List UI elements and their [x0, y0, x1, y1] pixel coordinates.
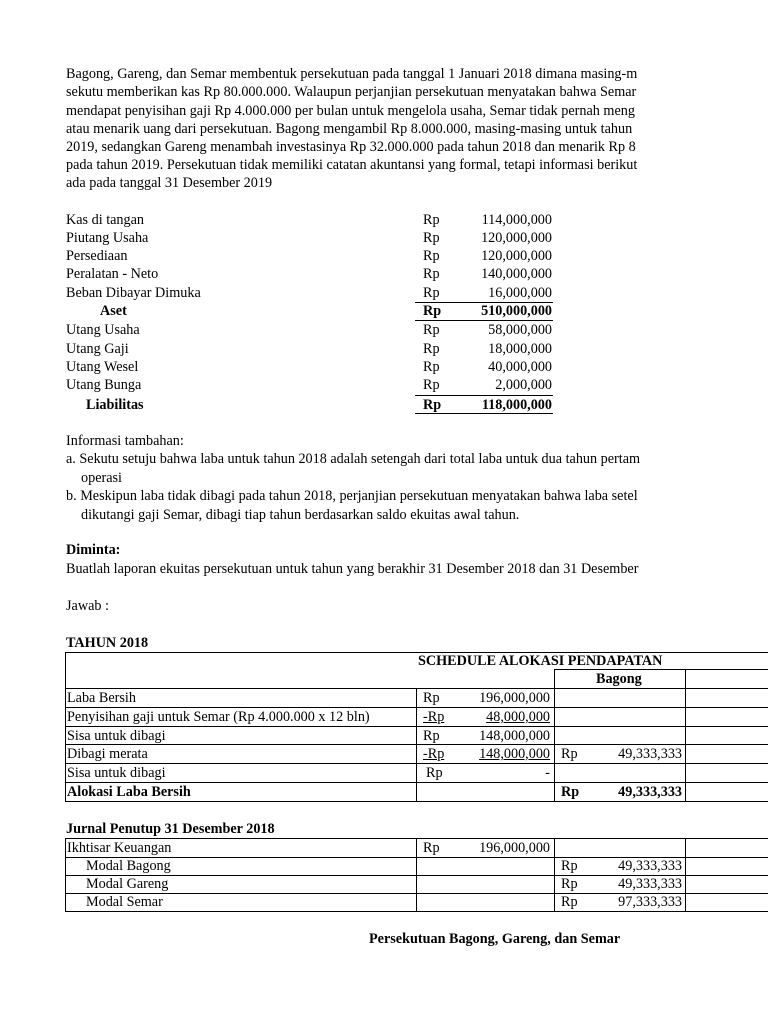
currency-label: Rp — [423, 728, 440, 744]
intro-line: Bagong, Gareng, dan Semar membentuk persekutuan pada tanggal 1 Januari 2018 dimana masing-m — [66, 66, 638, 82]
balance-amount: 16,000,000 — [488, 285, 552, 301]
journal-account: Ikhtisar Keuangan — [67, 840, 172, 856]
journal-account: Modal Bagong — [86, 858, 171, 874]
schedule-row-label: Sisa untuk dibagi — [67, 728, 166, 744]
intro-line: pada tahun 2019. Persekutuan tidak memiliki catatan akuntansi yang formal, tetapi informasi berikut — [66, 157, 638, 173]
currency-label: Rp — [561, 858, 578, 874]
currency-label: Rp — [423, 322, 440, 338]
currency-label: Rp — [423, 212, 440, 228]
currency-label: Rp — [561, 894, 578, 910]
year-heading: TAHUN 2018 — [66, 635, 149, 651]
schedule-amount: 148,000,000 — [479, 728, 550, 744]
balance-row — [66, 265, 556, 283]
currency-label: Rp — [423, 690, 440, 706]
balance-label: Beban Dibayar Dimuka — [66, 285, 201, 301]
currency-label: Rp — [561, 876, 578, 892]
balance-label: Utang Wesel — [66, 359, 139, 375]
schedule-amount: 148,000,000 — [479, 746, 550, 762]
total-rule — [415, 413, 553, 414]
credit-amount: 49,333,333 — [618, 858, 682, 874]
table-border — [416, 688, 417, 801]
table-border — [416, 838, 417, 911]
info-item-a-cont: operasi — [81, 470, 122, 486]
balance-amount: 2,000,000 — [495, 377, 552, 393]
intro-line: mendapat penyisihan gaji Rp 4.000.000 per bulan untuk mengelola usaha, Semar tidak pernah meng — [66, 103, 635, 119]
bagong-amount: 49,333,333 — [618, 784, 682, 800]
journal-heading: Jurnal Penutup 31 Desember 2018 — [66, 821, 275, 837]
intro-line: 2019, sedangkan Gareng menambah investasinya Rp 32.000.000 pada tahun 2018 dan menarik Rp 8 — [66, 139, 636, 155]
currency-label: Rp — [426, 765, 443, 781]
currency-label: Rp — [561, 746, 578, 762]
schedule-amount: - — [545, 765, 550, 781]
table-border — [65, 801, 768, 802]
balance-label: Persediaan — [66, 248, 128, 264]
schedule-title: SCHEDULE ALOKASI PENDAPATAN — [418, 653, 663, 669]
credit-amount: 49,333,333 — [618, 876, 682, 892]
intro-line: atau menarik uang dari persekutuan. Bagong mengambil Rp 8.000.000, masing-masing untuk tahun — [66, 121, 633, 137]
currency-label: Rp — [423, 248, 440, 264]
balance-label: Kas di tangan — [66, 212, 145, 228]
table-border — [65, 838, 66, 911]
currency-label: -Rp — [423, 746, 445, 762]
currency-label: Rp — [423, 285, 440, 301]
currency-label: Rp — [423, 840, 440, 856]
jawab-label: Jawab : — [66, 598, 109, 614]
balance-amount: 114,000,000 — [481, 212, 552, 228]
table-border — [65, 911, 768, 912]
balance-amount: 40,000,000 — [488, 359, 552, 375]
debit-amount: 196,000,000 — [479, 840, 550, 856]
schedule-amount: 48,000,000 — [486, 709, 550, 725]
column-header-bagong: Bagong — [596, 671, 642, 687]
currency-label: Rp — [423, 266, 440, 282]
currency-label: Rp — [423, 341, 440, 357]
balance-label: Utang Usaha — [66, 322, 140, 338]
currency-label: Rp — [423, 397, 442, 413]
balance-row — [66, 247, 556, 265]
diminta-text: Buatlah laporan ekuitas persekutuan untuk tahun yang berakhir 31 Desember 2018 dan 31 Desember — [66, 561, 639, 577]
balance-amount: 118,000,000 — [481, 397, 552, 413]
table-border — [685, 669, 686, 801]
schedule-row-label: Sisa untuk dibagi — [67, 765, 166, 781]
statement-title: Persekutuan Bagong, Gareng, dan Semar — [369, 931, 621, 947]
intro-line: sekutu memberikan kas Rp 80.000.000. Walaupun perjanjian persekutuan menyatakan bahwa Semar — [66, 84, 637, 100]
balance-label: Liabilitas — [86, 397, 144, 413]
balance-total-row — [66, 396, 556, 414]
schedule-row-label: Alokasi Laba Bersih — [67, 784, 191, 800]
table-border — [685, 838, 686, 911]
balance-amount: 58,000,000 — [488, 322, 552, 338]
diminta-heading: Diminta: — [66, 542, 121, 558]
balance-total-row — [66, 302, 556, 320]
balance-amount: 120,000,000 — [481, 230, 552, 246]
table-border — [554, 669, 555, 801]
journal-account: Modal Gareng — [86, 876, 169, 892]
schedule-amount: 196,000,000 — [479, 690, 550, 706]
table-border — [65, 652, 768, 653]
table-border — [554, 838, 555, 911]
currency-label: Rp — [423, 230, 440, 246]
schedule-row-label: Penyisihan gaji untuk Semar (Rp 4.000.000 x 12 bln) — [67, 709, 370, 725]
balance-label: Peralatan - Neto — [66, 266, 159, 282]
balance-row — [66, 321, 556, 339]
info-heading: Informasi tambahan: — [66, 433, 184, 449]
balance-row — [66, 211, 556, 229]
bagong-amount: 49,333,333 — [618, 746, 682, 762]
journal-account: Modal Semar — [86, 894, 163, 910]
balance-label: Utang Gaji — [66, 341, 129, 357]
intro-line: ada pada tanggal 31 Desember 2019 — [66, 175, 273, 191]
balance-amount: 18,000,000 — [488, 341, 552, 357]
info-item-b: b. Meskipun laba tidak dibagi pada tahun 2018, perjanjian persekutuan menyatakan bahwa laba setel — [66, 488, 638, 504]
info-item-b-cont: dikutangi gaji Semar, dibagi tiap tahun berdasarkan saldo ekuitas awal tahun. — [81, 507, 520, 523]
currency-label: Rp — [423, 303, 442, 319]
balance-row — [66, 358, 556, 376]
info-item-a: a. Sekutu setuju bahwa laba untuk tahun 2018 adalah setengah dari total laba untuk dua tahun pertam — [66, 451, 641, 467]
balance-label: Piutang Usaha — [66, 230, 149, 246]
balance-amount: 140,000,000 — [481, 266, 552, 282]
balance-row — [66, 340, 556, 358]
balance-row — [66, 376, 556, 394]
currency-label: Rp — [561, 784, 580, 800]
balance-amount: 510,000,000 — [481, 303, 552, 319]
table-border — [65, 652, 66, 801]
balance-amount: 120,000,000 — [481, 248, 552, 264]
schedule-row-label: Laba Bersih — [67, 690, 136, 706]
balance-row — [66, 229, 556, 247]
schedule-row-label: Dibagi merata — [67, 746, 148, 762]
currency-label: -Rp — [423, 709, 445, 725]
credit-amount: 97,333,333 — [618, 894, 682, 910]
currency-label: Rp — [423, 377, 440, 393]
balance-label: Utang Bunga — [66, 377, 142, 393]
balance-label: Aset — [100, 303, 127, 319]
currency-label: Rp — [423, 359, 440, 375]
balance-row — [66, 284, 556, 302]
